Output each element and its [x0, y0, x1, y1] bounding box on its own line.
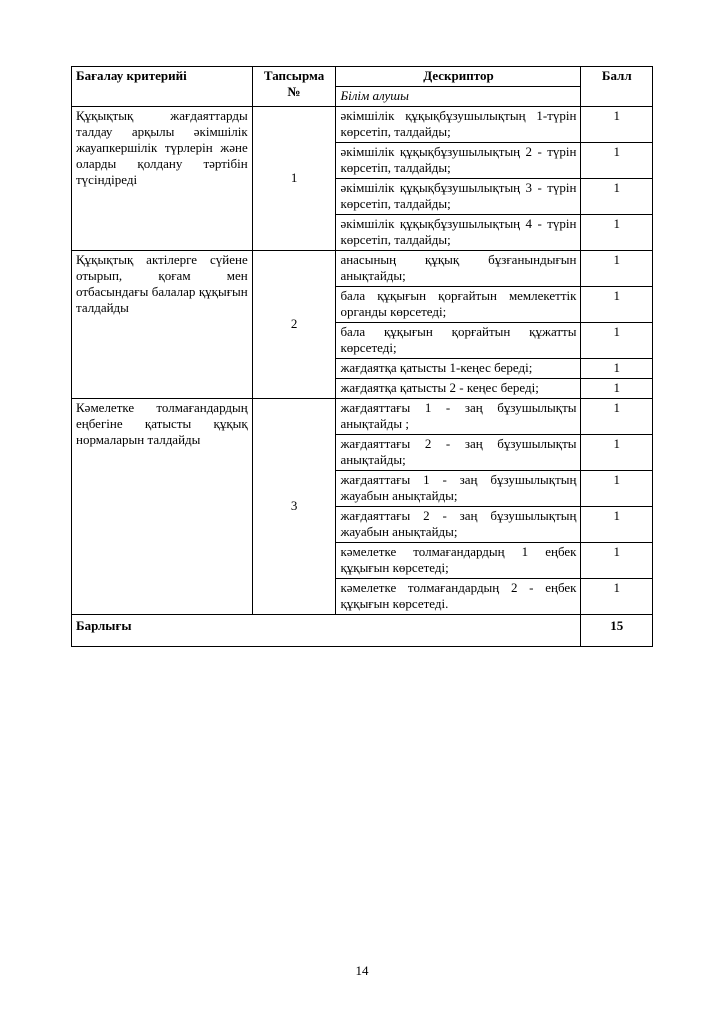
table-row	[72, 251, 653, 287]
score-cell: 1	[581, 143, 653, 179]
score-cell: 1	[581, 287, 653, 323]
task-number-cell: 1	[252, 107, 336, 251]
descriptor-cell: бала құқығын қорғайтын мемлекеттік органды көрсетеді;	[336, 287, 581, 323]
score-cell: 1	[581, 399, 653, 435]
criterion-cell: Кәмелетке толмағандардың еңбегіне қатысты құқық нормаларын талдайды	[72, 399, 253, 615]
descriptor-cell: әкімшілік құқықбұзушылықтың 1-түрін көрсетіп, талдайды;	[336, 107, 581, 143]
criterion-cell: Құқықтық актілерге сүйене отырып, қоғам мен отбасындағы балалар құқығын талдайды	[72, 251, 253, 399]
descriptor-cell: әкімшілік құқықбұзушылықтың 3 - түрін көрсетіп, талдайды;	[336, 179, 581, 215]
descriptor-cell: әкімшілік құқықбұзушылықтың 4 - түрін көрсетіп, талдайды;	[336, 215, 581, 251]
descriptor-cell: кәмелетке толмағандардың 2 - еңбек құқығын көрсетеді.	[336, 579, 581, 615]
descriptor-cell: жағдаяттағы 1 - заң бұзушылықтың жауабын анықтайды;	[336, 471, 581, 507]
table-row	[72, 399, 653, 435]
descriptor-cell: бала құқығын қорғайтын құжатты көрсетеді;	[336, 323, 581, 359]
descriptor-cell: әкімшілік құқықбұзушылықтың 2 - түрін көрсетіп, талдайды;	[336, 143, 581, 179]
score-cell: 1	[581, 579, 653, 615]
criterion-cell: Құқықтық жағдаяттарды талдау арқылы әкімшілік жауапкершілік түрлерін және оларды қолдану тәртібін түсіндіреді	[72, 107, 253, 251]
page-number: 14	[355, 963, 369, 978]
task-number-cell: 2	[252, 251, 336, 399]
score-cell: 1	[581, 379, 653, 399]
descriptor-cell: жағдаятқа қатысты 1-кеңес береді;	[336, 359, 581, 379]
header-criterion: Бағалау критерийі	[72, 67, 253, 107]
descriptor-cell: жағдаяттағы 1 - заң бұзушылықты анықтайды ;	[336, 399, 581, 435]
score-cell: 1	[581, 251, 653, 287]
descriptor-cell: жағдаятқа қатысты 2 - кеңес береді;	[336, 379, 581, 399]
header-task-number: Тапсырма №	[252, 67, 336, 107]
total-label: Барлығы	[72, 615, 581, 647]
total-score: 15	[581, 615, 653, 647]
total-row	[72, 615, 653, 647]
score-cell: 1	[581, 435, 653, 471]
descriptor-cell: жағдаяттағы 2 - заң бұзушылықтың жауабын анықтайды;	[336, 507, 581, 543]
score-cell: 1	[581, 323, 653, 359]
score-cell: 1	[581, 107, 653, 143]
score-cell: 1	[581, 543, 653, 579]
descriptor-cell: анасының құқық бұзғанындығын анықтайды;	[336, 251, 581, 287]
descriptor-subheader: Білім алушы	[336, 87, 581, 107]
task-number-cell: 3	[252, 399, 336, 615]
descriptor-cell: кәмелетке толмағандардың 1 еңбек құқығын көрсетеді;	[336, 543, 581, 579]
score-cell: 1	[581, 215, 653, 251]
score-cell: 1	[581, 471, 653, 507]
descriptor-cell: жағдаяттағы 2 - заң бұзушылықты анықтайды;	[336, 435, 581, 471]
score-cell: 1	[581, 507, 653, 543]
header-score: Балл	[581, 67, 653, 107]
assessment-rubric-table	[71, 66, 653, 647]
score-cell: 1	[581, 179, 653, 215]
table-row	[72, 107, 653, 143]
score-cell: 1	[581, 359, 653, 379]
header-row	[72, 67, 653, 87]
header-descriptor: Дескриптор	[336, 67, 581, 87]
